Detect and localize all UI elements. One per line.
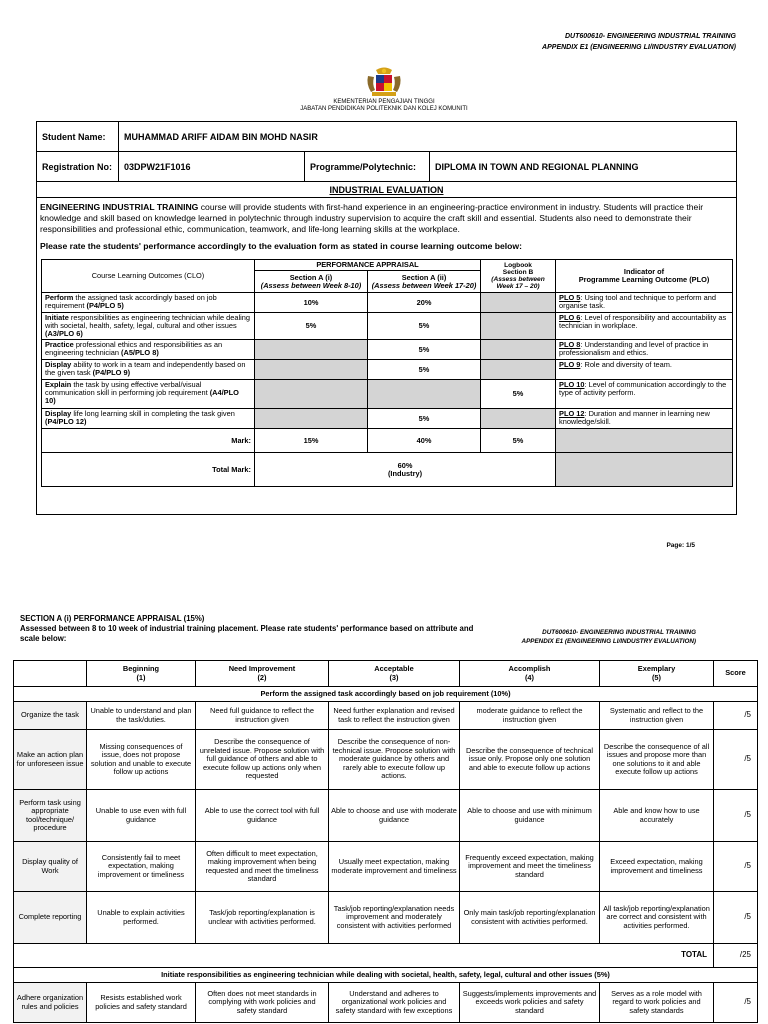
rubric-score-field[interactable]: /5 [714, 892, 758, 944]
rubric-attribute: Adhere organization rules and policies [14, 983, 87, 1023]
coat-of-arms-icon [362, 66, 406, 98]
rubric-level-l5: All task/job reporting/explanation are correct and consistent with activities performed. [600, 892, 714, 944]
rubric-level-l3: Usually meet expectation, making moderate improvement and timeliness [329, 842, 460, 892]
clo-section-a2: 5% [368, 313, 481, 340]
clo-description: Initiate responsibilities as engineering technician while dealing with societal, health, safety, legal, cultural and other issues (A3/PLO 6) [42, 313, 255, 340]
rubric-level-l4: Suggests/implements improvements and exceeds work policies and safety standard [460, 983, 600, 1023]
rubric-section1-title: Perform the assigned task accordingly based on job requirement (10%) [14, 687, 758, 702]
clo-header: Course Learning Outcomes (CLO) [42, 260, 255, 293]
plo-indicator: PLO 10: Level of communication accordingly to the type of activity perform. [556, 380, 733, 409]
rubric-attribute: Display quality of Work [14, 842, 87, 892]
clo-section-a2: 5% [368, 360, 481, 380]
rubric-level-l5: Serves as a role model with regard to work policies and safety standards [600, 983, 714, 1023]
appendix-line: APPENDIX E1 (ENGINEERING LI/INDUSTRY EVALUATION) [542, 44, 736, 51]
rubric-level-l2: Able to use the correct tool with full guidance [196, 790, 329, 842]
student-info-table [36, 121, 737, 198]
clo-section-b [481, 409, 556, 429]
clo-section-a2: 5% [368, 340, 481, 360]
ministry-name: KEMENTERIAN PENGAJIAN TINGGI [333, 99, 435, 105]
section-a2-header: Section A (ii) (Assess between Week 17-20) [368, 271, 481, 293]
rubric-attribute: Make an action plan for unforeseen issue [14, 730, 87, 790]
clo-section-a1 [255, 380, 368, 409]
rubric-score-field[interactable]: /5 [714, 790, 758, 842]
rubric-attribute: Complete reporting [14, 892, 87, 944]
rubric-level-header: Exemplary (5) [600, 661, 714, 687]
intro-text: course will provide students with first-hand experience in an engineering-practice environment in industry. Students will practice their knowledge and skill based on knowledge learned in polytechnic through industry supervision to acquire the craft skill and essential. Students also need to demonstrate their responsibilities and professional ethic, communication, teamwork, and life-long learning skills at the workplace. [40, 202, 704, 234]
clo-table [41, 259, 733, 487]
registration-label: Registration No: [37, 152, 119, 182]
total-plo-empty [556, 453, 733, 487]
rubric-score-header: Score [714, 661, 758, 687]
rubric-level-l2: Need full guidance to reflect the instruction given [196, 702, 329, 730]
evaluation-title: INDUSTRIAL EVALUATION [329, 184, 444, 195]
rubric-row [14, 730, 758, 790]
rubric-level-l4: Able to choose and use with minimum guidance [460, 790, 600, 842]
rubric-row [14, 983, 758, 1023]
plo-indicator: PLO 5: Using tool and technique to perform and organise task. [556, 293, 733, 313]
section-a-subtitle: Assessed between 8 to 10 week of industrial training placement. Please rate students' performance based on attribute and scale below: [20, 624, 474, 643]
clo-row [42, 380, 733, 409]
rubric-score-field[interactable]: /5 [714, 730, 758, 790]
rubric-row [14, 842, 758, 892]
document-header [542, 31, 736, 53]
rubric-attr-header [14, 661, 87, 687]
course-code-line: DUT600610- ENGINEERING INDUSTRIAL TRAINING [564, 33, 736, 40]
rubric-level-l2: Often does not meet standards in complying with work policies and safety standard [196, 983, 329, 1023]
clo-section-b: 5% [481, 380, 556, 409]
rubric-attribute: Organize the task [14, 702, 87, 730]
registration-value: 03DPW21F1016 [119, 152, 305, 182]
rubric-level-header: Beginning (1) [87, 661, 196, 687]
rubric-level-header: Accomplish (4) [460, 661, 600, 687]
rubric-score-field[interactable]: /5 [714, 842, 758, 892]
clo-section-b [481, 360, 556, 380]
rate-instruction: Please rate the students' performance accordingly to the evaluation form as stated in course learning outcome below: [40, 241, 522, 251]
rubric-level-l4: Describe the consequence of technical issue only. Propose only one solution and able to execute follow up actions [460, 730, 600, 790]
clo-section-a1: 10% [255, 293, 368, 313]
clo-section-a1 [255, 409, 368, 429]
rubric-score-field[interactable]: /5 [714, 702, 758, 730]
clo-description: Display life long learning skill in completing the task given (P4/PLO 12) [42, 409, 255, 429]
plo-indicator: PLO 6: Level of responsibility and accountability as technician in workplace. [556, 313, 733, 340]
clo-section-a1 [255, 340, 368, 360]
student-name-value: MUHAMMAD ARIFF AIDAM BIN MOHD NASIR [119, 122, 737, 152]
rubric-row [14, 892, 758, 944]
clo-section-a1: 5% [255, 313, 368, 340]
rubric-level-l1: Unable to understand and plan the task/duties. [87, 702, 196, 730]
rubric-table [13, 660, 758, 1023]
rubric-level-l2: Often difficult to meet expectation, making improvement when being requested and meet the timeliness standard [196, 842, 329, 892]
clo-description: Display ability to work in a team and independently based on the given task (P4/PLO 9) [42, 360, 255, 380]
intro-paragraph [40, 202, 734, 235]
appraisal-header: PERFORMANCE APPRAISAL [255, 260, 481, 271]
rubric-level-l3: Need further explanation and revised task to reflect the instruction given [329, 702, 460, 730]
logbook-header: Logbook Section B (Assess between Week 17 – 20) [481, 260, 556, 293]
rubric-row [14, 790, 758, 842]
clo-row [42, 409, 733, 429]
clo-row [42, 360, 733, 380]
rubric-level-l1: Unable to use even with full guidance [87, 790, 196, 842]
mark-plo-empty [556, 429, 733, 453]
programme-label: Programme/Polytechnic: [305, 152, 430, 182]
clo-description: Practice professional ethics and responsibilities as an engineering technician (A5/PLO 8) [42, 340, 255, 360]
rubric-level-l5: Describe the consequence of all issues and propose more than one solutions to it and able execute follow up actions [600, 730, 714, 790]
mark-label: Mark: [42, 429, 255, 453]
student-name-label: Student Name: [37, 122, 119, 152]
rubric-level-l5: Systematic and reflect to the instruction given [600, 702, 714, 730]
programme-value: DIPLOMA IN TOWN AND REGIONAL PLANNING [430, 152, 737, 182]
rubric-level-l4: Only main task/job reporting/explanation consistent with activities performed. [460, 892, 600, 944]
rubric-total-value: /25 [714, 944, 758, 968]
clo-section-b [481, 340, 556, 360]
rubric-level-l2: Describe the consequence of unrelated issue. Propose solution with full guidance of others and able to execute follow up actions only when requested [196, 730, 329, 790]
section-a-heading [20, 614, 480, 644]
rubric-level-l3: Able to choose and use with moderate guidance [329, 790, 460, 842]
rubric-level-l3: Describe the consequence of non-technical issue. Propose solution with moderate guidance by others and rarely able to execute follow up actions. [329, 730, 460, 790]
clo-section-b [481, 313, 556, 340]
section-a1-header: Section A (i) (Assess between Week 8-10) [255, 271, 368, 293]
rubric-level-header: Acceptable (3) [329, 661, 460, 687]
rubric-level-l5: Able and know how to use accurately [600, 790, 714, 842]
rubric-level-l5: Exceed expectation, making improvement and timeliness [600, 842, 714, 892]
page-number: Page: 1/5 [666, 542, 695, 549]
plo-indicator: PLO 8: Understanding and level of practice in professionalism and ethics. [556, 340, 733, 360]
clo-description: Perform the assigned task accordingly based on job requirement (P4/PLO 5) [42, 293, 255, 313]
ministry-header [0, 99, 768, 113]
clo-section-a2: 5% [368, 409, 481, 429]
rubric-level-l1: Resists established work policies and safety standard [87, 983, 196, 1023]
intro-course-name: ENGINEERING INDUSTRIAL TRAINING [40, 202, 199, 212]
section-a-title: SECTION A (i) PERFORMANCE APPRAISAL (15%) [20, 614, 205, 623]
rubric-level-l1: Unable to explain activities performed. [87, 892, 196, 944]
clo-section-a2 [368, 380, 481, 409]
rubric-attribute: Perform task using appropriate tool/technique/ procedure [14, 790, 87, 842]
mark-a2: 40% [368, 429, 481, 453]
department-name: JABATAN PENDIDIKAN POLITEKNIK DAN KOLEJ KOMUNITI [300, 106, 468, 112]
rubric-level-l1: Missing consequences of issue, does not propose solution and unable to execute follow up actions [87, 730, 196, 790]
rubric-row [14, 702, 758, 730]
mark-b: 5% [481, 429, 556, 453]
clo-row [42, 313, 733, 340]
rubric-level-l2: Task/job reporting/explanation is unclear with activities performed. [196, 892, 329, 944]
plo-indicator: PLO 9: Role and diversity of team. [556, 360, 733, 380]
plo-indicator: PLO 12: Duration and manner in learning new knowledge/skill. [556, 409, 733, 429]
rubric-level-header: Need Improvement (2) [196, 661, 329, 687]
rubric-section2-title: Initiate responsibilities as engineering technician while dealing with societal, health, safety, legal, cultural and other issues (5%) [14, 968, 758, 983]
rubric-level-l3: Understand and adheres to organizational work policies and safety standard with few exceptions [329, 983, 460, 1023]
clo-section-b [481, 293, 556, 313]
total-mark-label: Total Mark: [42, 453, 255, 487]
clo-section-a2: 20% [368, 293, 481, 313]
clo-row [42, 340, 733, 360]
total-mark-value: 60% (Industry) [255, 453, 556, 487]
clo-section-a1 [255, 360, 368, 380]
clo-description: Explain the task by using effective verbal/visual communication skill in performing job requirement (A4/PLO 10) [42, 380, 255, 409]
rubric-total-label: TOTAL [600, 944, 714, 968]
clo-row [42, 293, 733, 313]
rubric-level-l1: Consistently fail to meet expectation, making improvement or timeliness [87, 842, 196, 892]
page2-header: DUT600610- ENGINEERING INDUSTRIAL TRAINING APPENDIX E1 (ENGINEERING LI/INDUSTRY EVALUATION) [521, 629, 696, 645]
mark-a1: 15% [255, 429, 368, 453]
rubric-score-field[interactable]: /5 [714, 983, 758, 1023]
rubric-level-l4: Frequently exceed expectation, making improvement and meet the timeliness standard [460, 842, 600, 892]
rubric-level-l3: Task/job reporting/explanation needs improvement and moderately consistent with activities performed [329, 892, 460, 944]
rubric-level-l4: moderate guidance to reflect the instruction given [460, 702, 600, 730]
plo-header: Indicator of Programme Learning Outcome (PLO) [556, 260, 733, 293]
